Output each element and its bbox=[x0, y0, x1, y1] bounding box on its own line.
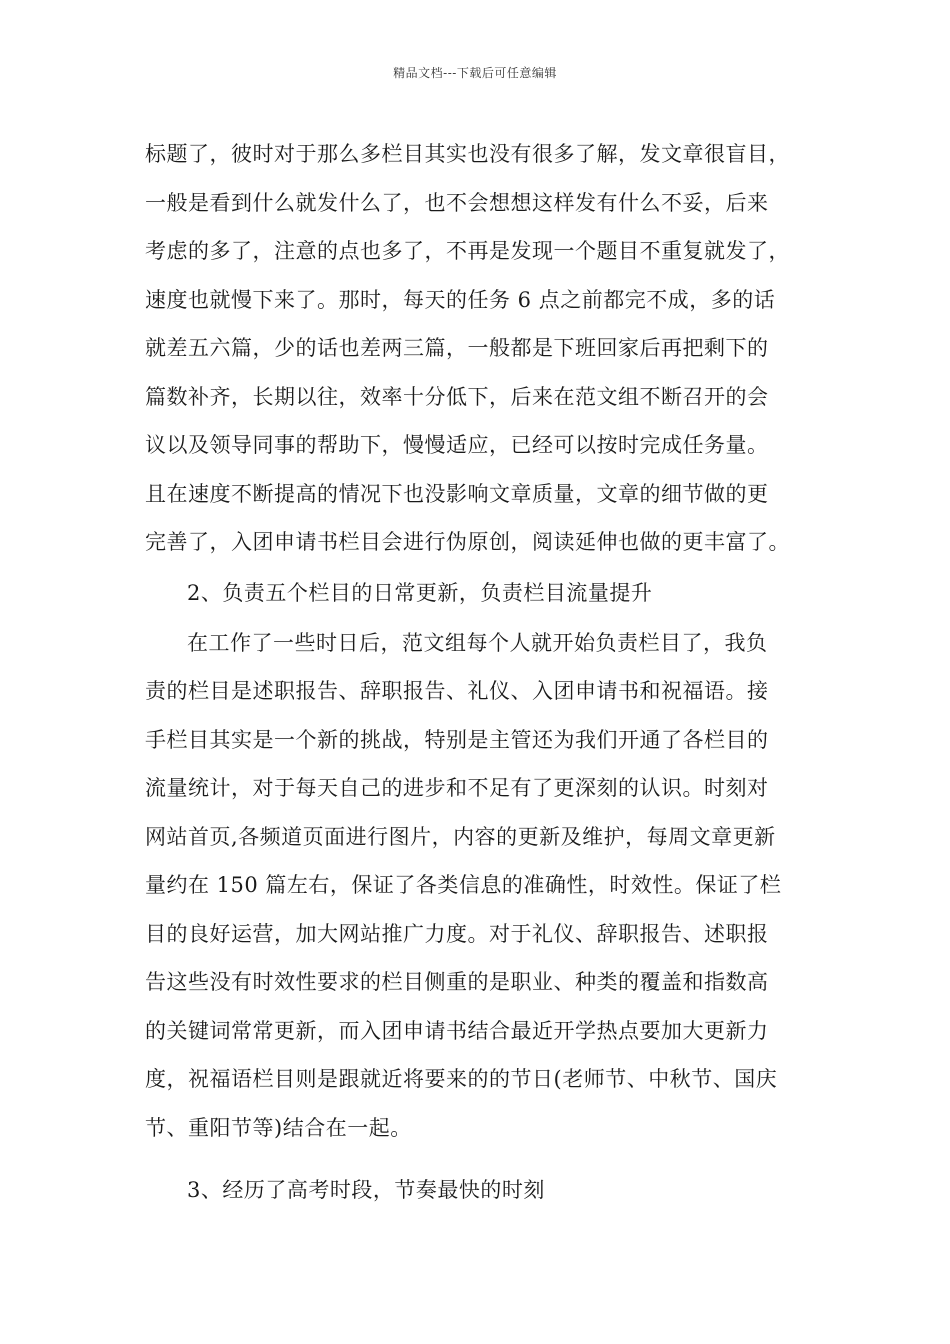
paragraph-continued bbox=[145, 130, 825, 567]
text-line: 一般是看到什么就发什么了，也不会想想这样发有什么不妥，后来 bbox=[145, 190, 769, 215]
text-line: 就差五六篇，少的话也差两三篇，一般都是下班回家后再把剩下的 bbox=[145, 336, 769, 360]
text-line: 量约在 150 篇左右，保证了各类信息的准确性，时效性。保证了栏 bbox=[145, 873, 782, 897]
text-line: 网站首页,各频道页面进行图片，内容的更新及维护，每周文章更新 bbox=[145, 824, 776, 849]
text-line: 目的良好运营，加大网站推广力度。对于礼仪、辞职报告、述职报 bbox=[145, 921, 769, 946]
section-heading-3: 3、经历了高考时段，节奏最快的时刻 bbox=[187, 1178, 545, 1202]
page-header: 精品文档---下载后可任意编辑 bbox=[393, 66, 557, 80]
text-line: 度，祝福语栏目则是跟就近将要来的的节日(老师节、中秋节、国庆 bbox=[145, 1067, 778, 1091]
text-line: 速度也就慢下来了。那时，每天的任务 6 点之前都完不成，多的话 bbox=[145, 287, 776, 312]
text-line: 节、重阳节等)结合在一起。 bbox=[145, 1115, 412, 1140]
text-line: 责的栏目是述职报告、辞职报告、礼仪、入团申请书和祝福语。接 bbox=[145, 679, 769, 703]
text-line: 且在速度不断提高的情况下也没影响文章质量，文章的细节做的更 bbox=[145, 481, 769, 506]
text-line: 流量统计，对于每天自己的进步和不足有了更深刻的认识。时刻对 bbox=[145, 776, 769, 800]
text-line: 篇数补齐，长期以往，效率十分低下，后来在范文组不断召开的会 bbox=[145, 384, 769, 409]
document-body bbox=[145, 130, 825, 1216]
paragraph-section-2 bbox=[145, 619, 825, 1153]
text-line: 标题了，彼时对于那么多栏目其实也没有很多了解，发文章很盲目， bbox=[145, 142, 790, 166]
text-line: 在工作了一些时日后，范文组每个人就开始负责栏目了，我负 bbox=[187, 630, 768, 655]
text-line: 议以及领导同事的帮助下，慢慢适应，已经可以按时完成任务量。 bbox=[145, 433, 769, 457]
text-line: 考虑的多了，注意的点也多了，不再是发现一个题目不重复就发了， bbox=[145, 239, 790, 263]
text-line: 手栏目其实是一个新的挑战，特别是主管还为我们开通了各栏目的 bbox=[145, 727, 769, 752]
text-line: 告这些没有时效性要求的栏目侧重的是职业、种类的覆盖和指数高 bbox=[145, 970, 769, 994]
text-line: 完善了，入团申请书栏目会进行伪原创，阅读延伸也做的更丰富了。 bbox=[145, 530, 790, 554]
section-heading-2: 2、负责五个栏目的日常更新，负责栏目流量提升 bbox=[187, 580, 653, 605]
text-line: 的关键词常常更新，而入团申请书结合最近开学热点要加大更新力 bbox=[145, 1018, 769, 1043]
